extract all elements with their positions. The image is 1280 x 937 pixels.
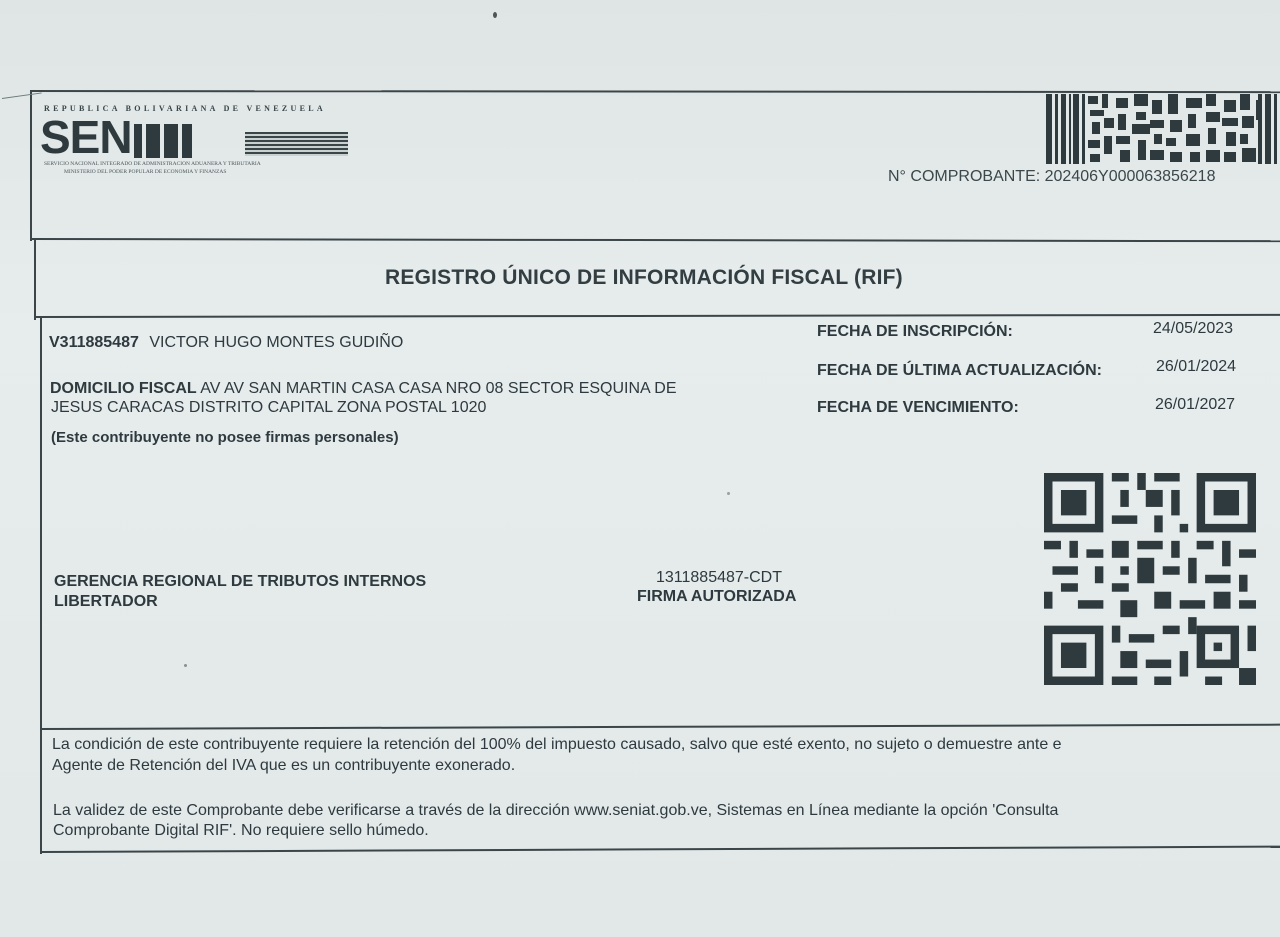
taxpayer-rif: V311885487 bbox=[49, 334, 139, 351]
taxpayer-id-line bbox=[49, 334, 403, 352]
domicilio-label: DOMICILIO FISCAL bbox=[50, 380, 197, 397]
footer-note-1-line-1: La condición de este contribuyente requiere la retención del 100% del impuesto causado, salvo que esté exento, no sujeto o demuestre ante e bbox=[52, 736, 1062, 753]
domicilio-address-2: JESUS CARACAS DISTRITO CAPITAL ZONA POSTAL 1020 bbox=[51, 399, 487, 416]
fecha-vencimiento-value: 26/01/2027 bbox=[1155, 396, 1236, 413]
logo-subtitle-1: SERVICIO NACIONAL INTEGRADO DE ADMINISTRACION ADUANERA Y TRIBUTARIA bbox=[44, 161, 261, 167]
paper-speck bbox=[493, 12, 497, 18]
signature-label: FIRMA AUTORIZADA bbox=[637, 588, 797, 605]
taxpayer-name: VICTOR HUGO MONTES GUDIÑO bbox=[149, 334, 404, 351]
barcode-icon bbox=[1046, 94, 1278, 164]
logo-bar-strip bbox=[245, 132, 348, 156]
paper-speck bbox=[727, 492, 730, 495]
paper-speck bbox=[184, 664, 187, 667]
fecha-inscripcion-value: 24/05/2023 bbox=[1153, 320, 1234, 337]
fecha-actualizacion-label: FECHA DE ÚLTIMA ACTUALIZACIÓN: bbox=[817, 362, 1102, 379]
signature-code: 1311885487-CDT bbox=[656, 569, 783, 586]
comprobante-number: N° COMPROBANTE: 202406Y000063856218 bbox=[888, 168, 1216, 185]
frame-left-border-header bbox=[30, 91, 32, 241]
seniat-logo: SEN bbox=[40, 112, 192, 162]
footer-note-2-line-1: La validez de este Comprobante debe verificarse a través de la dirección www.seniat.gob.ve, Sistemas en Línea mediante la opción 'Consulta bbox=[53, 802, 1059, 819]
frame-left-border-body bbox=[40, 318, 42, 854]
office-line-2: LIBERTADOR bbox=[54, 593, 158, 610]
logo-subtitle-2: MINISTERIO DEL PODER POPULAR DE ECONOMIA Y FINANZAS bbox=[64, 169, 227, 175]
frame-left-border-title bbox=[34, 240, 36, 320]
footer-note-2-line-2: Comprobante Digital RIF'. No requiere sello húmedo. bbox=[53, 822, 429, 839]
fecha-actualizacion-value: 26/01/2024 bbox=[1156, 358, 1237, 375]
office-line-1: GERENCIA REGIONAL DE TRIBUTOS INTERNOS bbox=[54, 573, 427, 590]
firmas-note: (Este contribuyente no posee firmas personales) bbox=[51, 429, 399, 446]
domicilio-address-1: AV AV SAN MARTIN CASA CASA NRO 08 SECTOR ESQUINA DE bbox=[200, 380, 677, 397]
logo-country-line: REPUBLICA BOLIVARIANA DE VENEZUELA bbox=[44, 104, 326, 113]
domicilio-line-1 bbox=[50, 380, 677, 398]
qr-code-icon bbox=[1044, 473, 1256, 685]
footer-note-1-line-2: Agente de Retención del IVA que es un contribuyente exonerado. bbox=[52, 757, 516, 774]
document-title: REGISTRO ÚNICO DE INFORMACIÓN FISCAL (RIF) bbox=[385, 266, 903, 289]
fecha-vencimiento-label: FECHA DE VENCIMIENTO: bbox=[817, 399, 1019, 416]
fecha-inscripcion-label: FECHA DE INSCRIPCIÓN: bbox=[817, 323, 1013, 340]
